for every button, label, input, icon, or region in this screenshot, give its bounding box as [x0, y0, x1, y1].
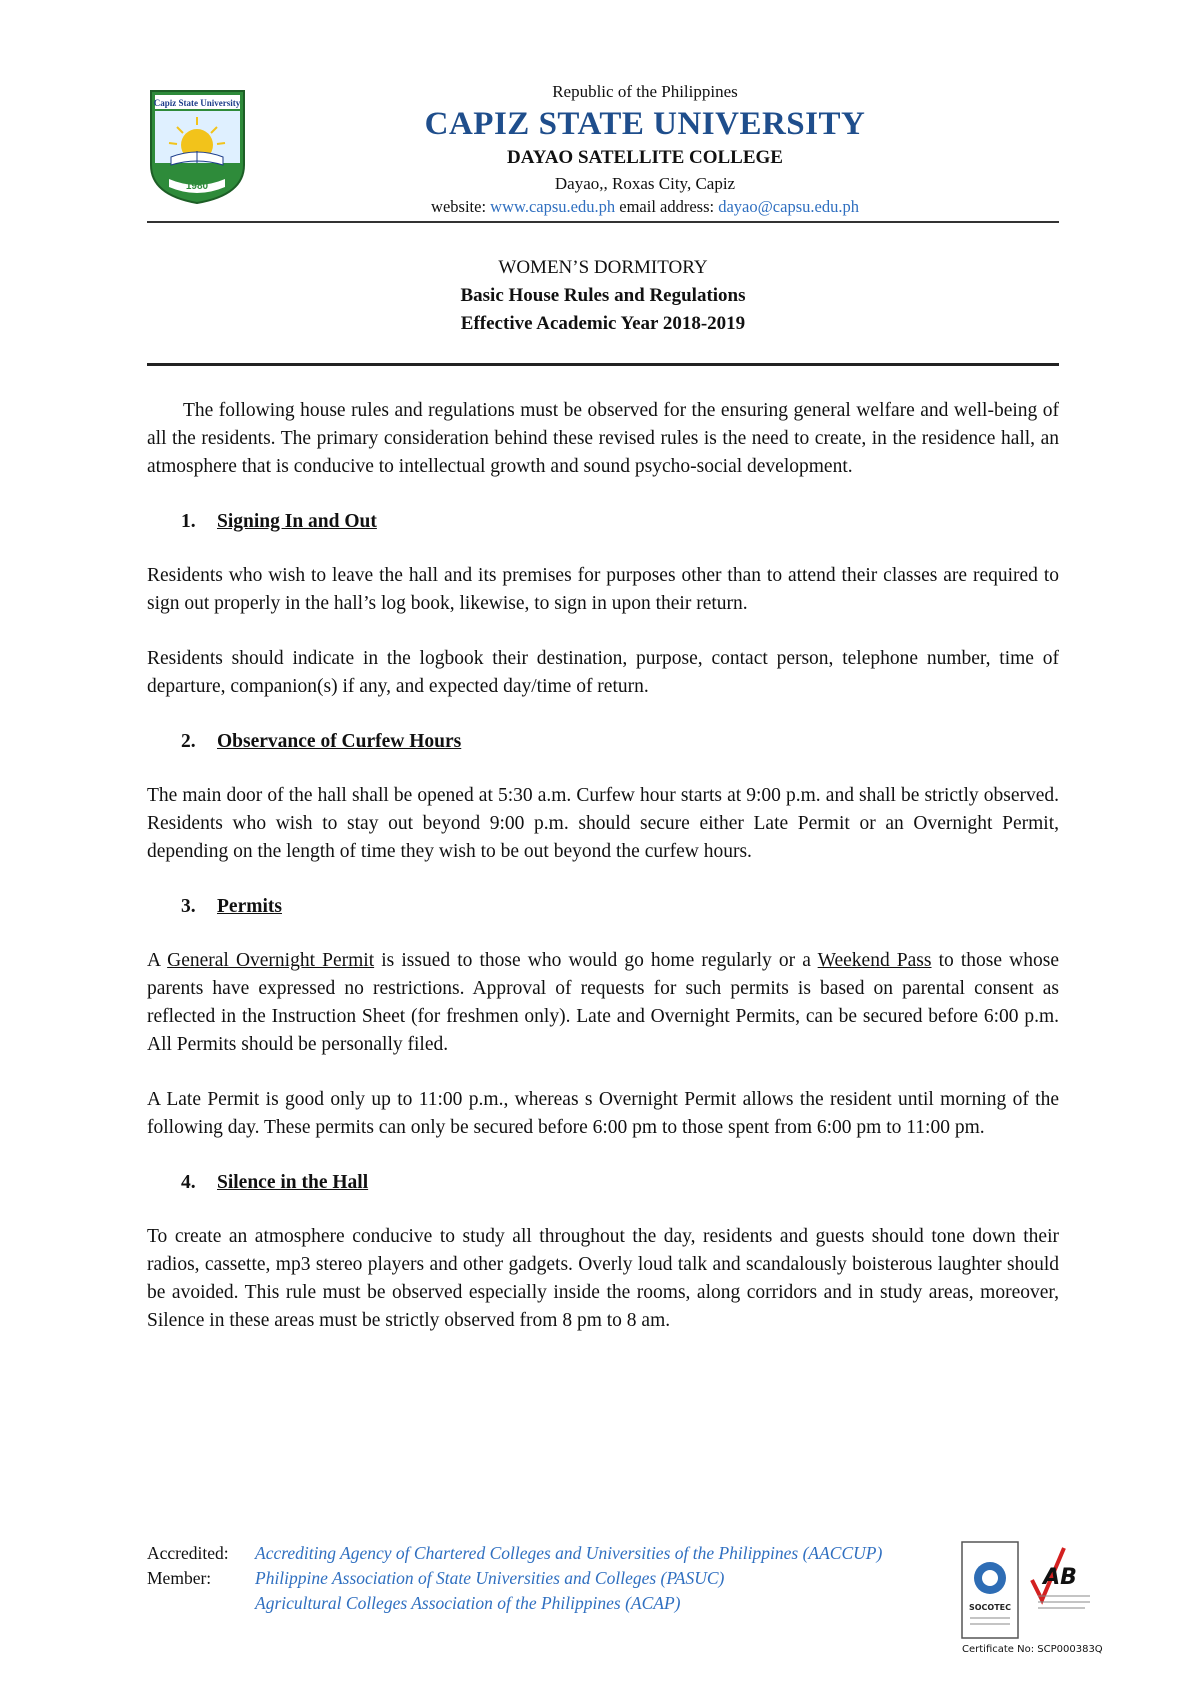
- certificate-number: Certificate No: SCP000383Q: [962, 1644, 1103, 1655]
- section-heading-silence: [147, 1169, 1059, 1197]
- accreditation-footer: [147, 1541, 947, 1616]
- text-run: A: [147, 950, 168, 971]
- section-number: 4.: [181, 1172, 196, 1193]
- document-body: [147, 397, 1059, 1362]
- section-paragraph: The main door of the hall shall be opened at 5:30 a.m. Curfew hour starts at 9:00 p.m. and shall be strictly observed. Residents who wish to stay out beyond 9:00 p.m. should secure either Late Permit or an Overnight Permit, depending on the length of time they wish to be out beyond the curfew hours.: [147, 785, 1059, 862]
- socotec-text: SOCOTEC: [968, 1603, 1012, 1612]
- logo-text: Capiz State University: [153, 98, 241, 108]
- section-paragraph: Residents should indicate in the logbook their destination, purpose, contact person, telephone number, time of departure, companion(s) if any, and expected day/time of return.: [147, 648, 1059, 697]
- website-link[interactable]: www.capsu.edu.ph: [490, 197, 616, 216]
- text-run: to those whose parents have expressed no restrictions. Approval of requests for such permits is based on parental consent as reflected in the Instruction Sheet (for freshmen only). Late and Overnight Permits, can be secured before 6:00 p.m. All Permits should be personally filed.: [147, 950, 1059, 1055]
- org-aaccup: Accrediting Agency of Chartered Colleges and Universities of the Philippines (AACCUP): [255, 1543, 883, 1563]
- section-paragraph: To create an atmosphere conducive to study all throughout the day, residents and guests should tone down their radios, cassette, mp3 stereo players and other gadgets. Overly loud talk and scandalously boisterous laughter should be avoided. This rule must be observed especially inside the rooms, along corridors and in study areas, moreover, Silence in these areas must be strictly observed from 8 pm to 8 am.: [147, 1226, 1059, 1331]
- term-general-overnight-permit: General Overnight Permit: [167, 950, 375, 971]
- section-title: Signing In and Out: [217, 511, 377, 532]
- section-title: Observance of Curfew Hours: [217, 731, 462, 752]
- email-link[interactable]: dayao@capsu.edu.ph: [718, 197, 859, 216]
- section-heading-curfew: [147, 728, 1059, 756]
- section-title: Silence in the Hall: [217, 1172, 369, 1193]
- ab-mark: AB: [1043, 1565, 1077, 1590]
- footer-row-member-2: [147, 1591, 947, 1616]
- section-heading-signing: [147, 508, 1059, 536]
- footer-row-member: [147, 1566, 947, 1591]
- section-paragraph: A Late Permit is good only up to 11:00 p.m., whereas s Overnight Permit allows the resident until morning of the following day. These permits can only be secured before 6:00 pm to those spent from 6:00 pm to 11:00 pm.: [147, 1089, 1059, 1138]
- title-divider: [147, 363, 1059, 366]
- website-label: website:: [431, 197, 487, 216]
- title-academic-year: Effective Academic Year 2018-2019: [460, 313, 746, 334]
- title-dormitory: WOMEN’S DORMITORY: [498, 257, 708, 278]
- accredited-label: Accredited:: [147, 1543, 229, 1563]
- document-title: [147, 254, 1059, 338]
- section-number: 2.: [181, 731, 196, 752]
- section-paragraph: [147, 947, 1059, 1059]
- text-run: is issued to those who would go home regularly or a: [374, 950, 818, 971]
- email-label: email address:: [619, 197, 715, 216]
- header-divider: [147, 221, 1059, 223]
- member-label: Member:: [147, 1568, 212, 1588]
- certification-badges: [960, 1540, 1100, 1640]
- term-weekend-pass: Weekend Pass: [817, 950, 932, 971]
- university-name: CAPIZ STATE UNIVERSITY: [424, 106, 866, 142]
- intro-paragraph: The following house rules and regulations must be observed for the ensuring general welfare and well-being of all the residents. The primary consideration behind these revised rules is the need to create, in the residence hall, an atmosphere that is conducive to intellectual growth and sound psycho-social development.: [147, 400, 1059, 477]
- college-name: DAYAO SATELLITE COLLEGE: [507, 147, 783, 168]
- contact-line: [0, 197, 1200, 217]
- section-title: Permits: [217, 896, 282, 917]
- section-number: 3.: [181, 896, 196, 917]
- footer-row-accredited: [147, 1541, 947, 1566]
- section-number: 1.: [181, 511, 196, 532]
- org-acap: Agricultural Colleges Association of the Philippines (ACAP): [255, 1593, 681, 1613]
- republic-line: Republic of the Philippines: [552, 82, 738, 101]
- section-paragraph: Residents who wish to leave the hall and its premises for purposes other than to attend their classes are required to sign out properly in the hall’s log book, likewise, to sign in upon their return.: [147, 565, 1059, 614]
- org-pasuc: Philippine Association of State Universities and Colleges (PASUC): [255, 1568, 725, 1588]
- logo-year: 1980: [185, 181, 209, 192]
- section-heading-permits: [147, 893, 1059, 921]
- title-rules: Basic House Rules and Regulations: [460, 285, 746, 306]
- college-address: Dayao,, Roxas City, Capiz: [554, 174, 736, 193]
